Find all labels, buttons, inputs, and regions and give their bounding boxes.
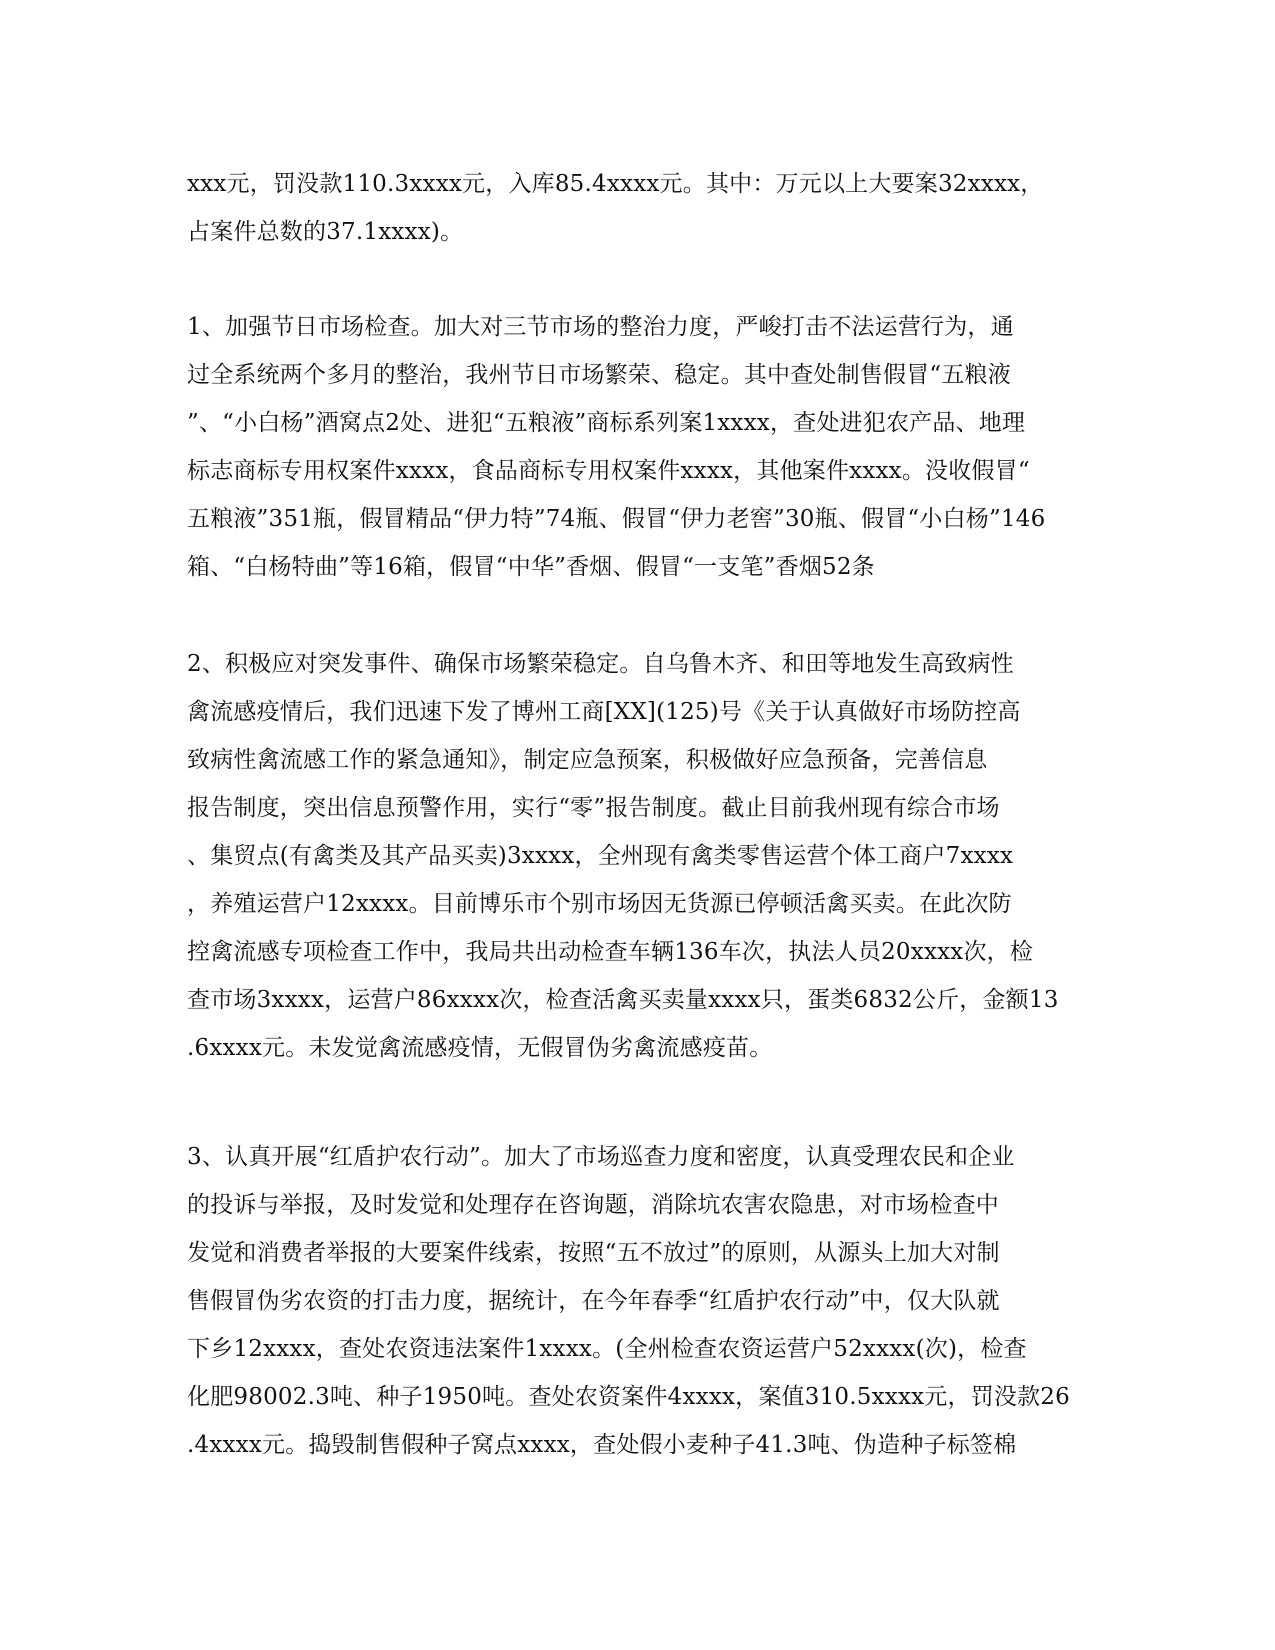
paragraph-holiday-market-inspection — [187, 303, 1087, 591]
text-line: 的投诉与举报，及时发觉和处理存在咨询题，消除坑农害农隐患，对市场检查中 — [187, 1192, 999, 1218]
text-line: 控禽流感专项检查工作中，我局共出动检查车辆136车次，执法人员20xxxx次，检 — [187, 939, 1034, 965]
text-line: .6xxxx元。未发觉禽流感疫情，无假冒伪劣禽流感疫苗。 — [187, 1035, 773, 1061]
text-line: 占案件总数的37.1xxxx)。 — [187, 219, 464, 245]
text-line: 发觉和消费者举报的大要案件线索，按照“五不放过”的原则，从源头上加大对制 — [187, 1240, 1000, 1266]
text-line: 过全系统两个多月的整治，我州节日市场繁荣、稳定。其中查处制售假冒“五粮液 — [187, 362, 1011, 388]
text-line: ，养殖运营户12xxxx。目前博乐市个别市场因无货源已停顿活禽买卖。在此次防 — [187, 891, 1012, 917]
text-line: 五粮液”351瓶，假冒精品“伊力特”74瓶、假冒“伊力老窖”30瓶、假冒“小白杨”146 — [187, 506, 1046, 532]
text-line: .4xxxx元。捣毁制售假种子窝点xxxx，查处假小麦种子41.3吨、伪造种子标签棉 — [187, 1432, 1017, 1458]
text-line: 查市场3xxxx，运营户86xxxx次，检查活禽买卖量xxxx只，蛋类6832公斤，金额13 — [187, 987, 1059, 1013]
text-line: 报告制度，突出信息预警作用，实行“零”报告制度。截止目前我州现有综合市场 — [187, 795, 1000, 821]
text-line: 箱、“白杨特曲”等16箱，假冒“中华”香烟、假冒“一支笔”香烟52条 — [187, 554, 875, 580]
text-line: 3、认真开展“红盾护农行动”。加大了市场巡查力度和密度，认真受理农民和企业 — [187, 1144, 1015, 1170]
paragraph-summary-continued — [187, 160, 1087, 256]
text-line: 2、积极应对突发事件、确保市场繁荣稳定。自乌鲁木齐、和田等地发生高致病性 — [187, 651, 1014, 677]
text-line: 标志商标专用权案件xxxx，食品商标专用权案件xxxx，其他案件xxxx。没收假冒“ — [187, 458, 1030, 484]
text-line: 下乡12xxxx，查处农资违法案件1xxxx。(全州检查农资运营户52xxxx(次)，检查 — [187, 1336, 1027, 1362]
text-line: 禽流感疫情后，我们迅速下发了博州工商[XX](125)号《关于认真做好市场防控高 — [187, 699, 1021, 725]
text-line: 化肥98002.3吨、种子1950吨。查处农资案件4xxxx，案值310.5xxxx元，罚没款26 — [187, 1384, 1070, 1410]
paragraph-emergency-response — [187, 640, 1087, 1072]
text-line: 、集贸点(有禽类及其产品买卖)3xxxx，全州现有禽类零售运营个体工商户7xxxx — [187, 843, 1014, 869]
text-line: ”、“小白杨”酒窝点2处、进犯“五粮液”商标系列案1xxxx，查处进犯农产品、地理 — [187, 410, 1026, 436]
paragraph-red-shield-action — [187, 1133, 1087, 1469]
text-line: 售假冒伪劣农资的打击力度，据统计，在今年春季“红盾护农行动”中，仅大队就 — [187, 1288, 1000, 1314]
text-line: xxx元，罚没款110.3xxxx元，入库85.4xxxx元。其中：万元以上大要案32xxxx， — [187, 171, 1044, 197]
text-line: 1、加强节日市场检查。加大对三节市场的整治力度，严峻打击不法运营行为，通 — [187, 314, 1014, 340]
text-line: 致病性禽流感工作的紧急通知》，制定应急预案，积极做好应急预备，完善信息 — [187, 747, 988, 773]
